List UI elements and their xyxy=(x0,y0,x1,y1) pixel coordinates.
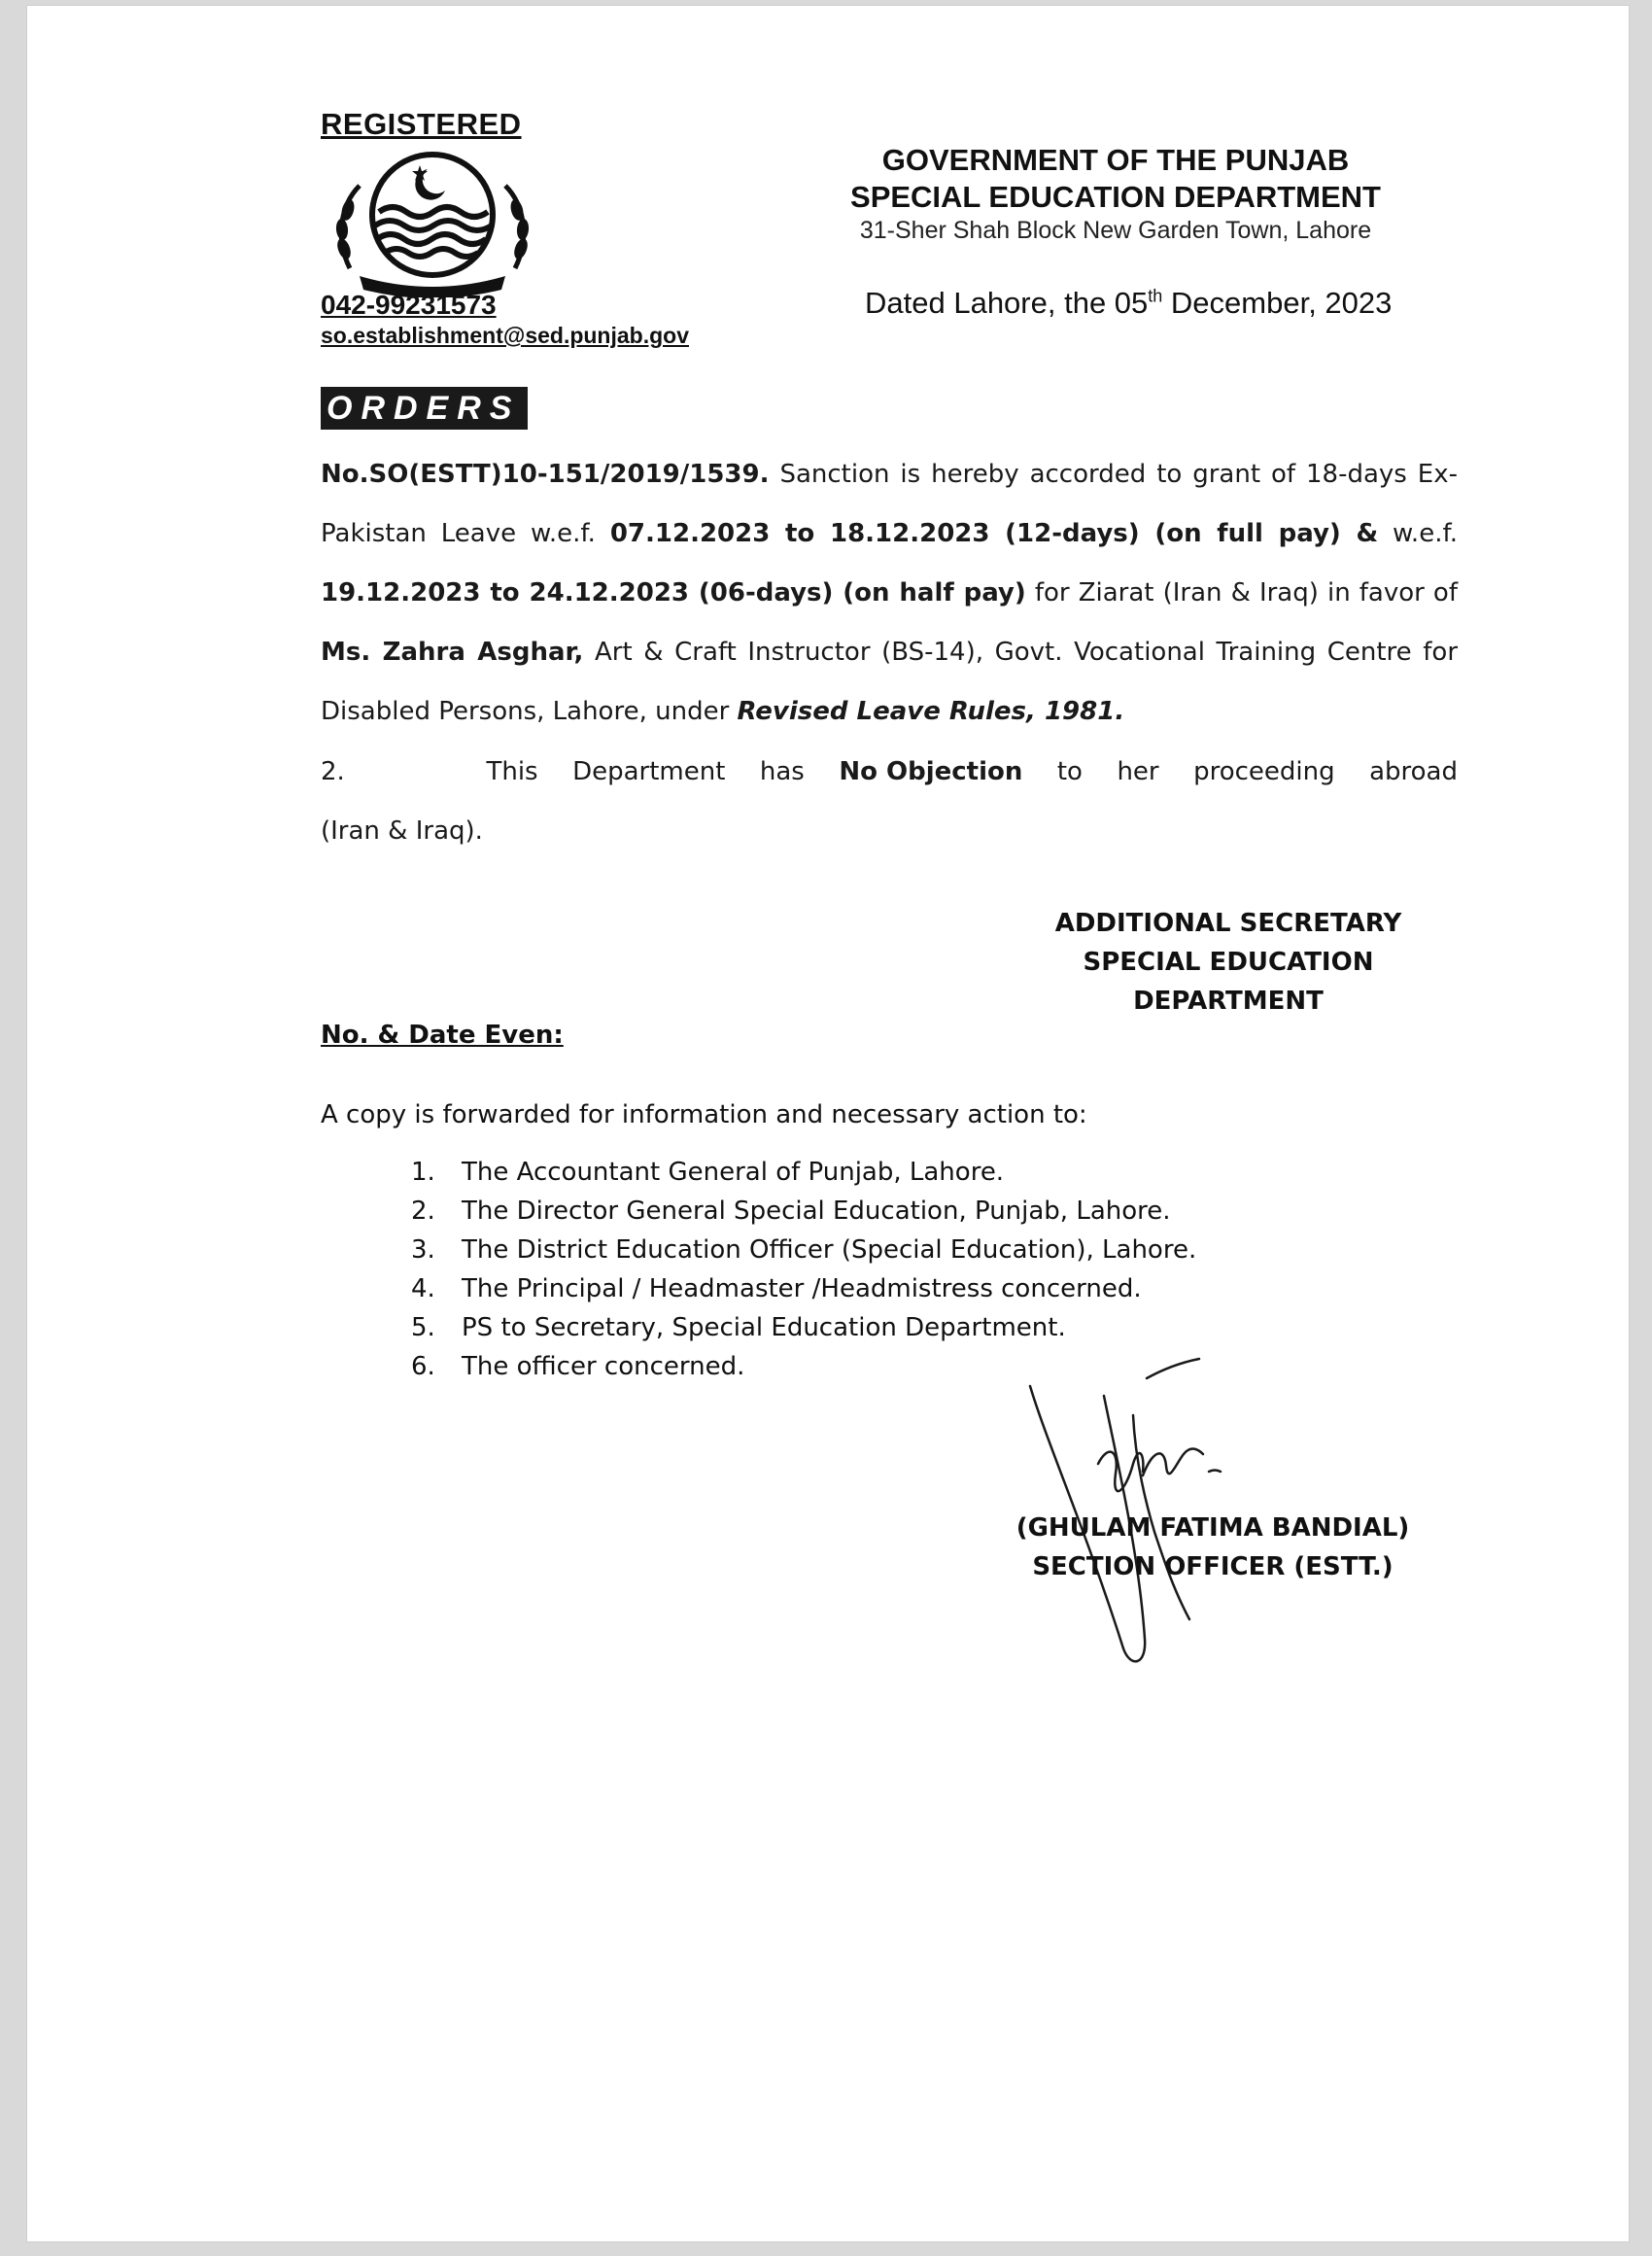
order-paragraph-1 xyxy=(321,445,1458,742)
employee-name: Ms. Zahra Asghar, xyxy=(321,638,584,667)
leave-rules: Revised Leave Rules, 1981. xyxy=(737,697,1125,726)
list-item xyxy=(411,1308,1196,1347)
paragraph-2-continuation: (Iran & Iraq). xyxy=(321,816,483,846)
gov-title: GOVERNMENT OF THE PUNJAB xyxy=(881,143,1350,177)
list-text: The District Education Officer (Special Education), Lahore. xyxy=(462,1235,1197,1265)
list-number: 3. xyxy=(411,1235,435,1265)
list-number: 1. xyxy=(411,1158,435,1187)
phone-number: 042-99231573 xyxy=(321,290,497,320)
word: her xyxy=(1117,757,1159,786)
word: Department xyxy=(572,757,726,786)
list-item xyxy=(411,1192,1196,1231)
orders-heading: ORDERS xyxy=(321,387,528,430)
list-item xyxy=(411,1231,1196,1269)
punjab-emblem-icon xyxy=(330,152,534,297)
date-line xyxy=(865,286,1392,321)
order-text: w.e.f. xyxy=(1378,519,1458,548)
order-paragraph-2 xyxy=(321,743,1458,861)
word: to xyxy=(1056,757,1083,786)
full-pay-period: 07.12.2023 to 18.12.2023 (12-days) (on full pay) & xyxy=(609,519,1379,548)
list-text: The Director General Special Education, Punjab, Lahore. xyxy=(462,1197,1171,1226)
copy-forwarded-intro: A copy is forwarded for information and necessary action to: xyxy=(321,1100,1087,1129)
document-page xyxy=(27,6,1629,2241)
word: has xyxy=(759,757,805,786)
government-header xyxy=(824,142,1407,245)
signatory-line: DEPARTMENT xyxy=(1133,987,1324,1016)
list-text: The officer concerned. xyxy=(462,1352,745,1381)
word: abroad xyxy=(1369,757,1458,786)
list-text: PS to Secretary, Special Education Department. xyxy=(462,1313,1066,1342)
list-text: The Principal / Headmaster /Headmistress concerned. xyxy=(462,1274,1142,1303)
order-text: for Ziarat (Iran & Iraq) in favor of xyxy=(1025,578,1458,607)
order-text: Sanction is hereby accorded to grant of 18-days Ex-Pakistan Leave w.e.f. xyxy=(321,460,1458,548)
list-number: 2. xyxy=(411,1197,435,1226)
signatory-line: ADDITIONAL SECRETARY xyxy=(1054,909,1402,938)
list-number: 6. xyxy=(411,1352,435,1381)
signatory-line: SPECIAL EDUCATION xyxy=(1083,948,1374,977)
list-number: 4. xyxy=(411,1274,435,1303)
department-address: 31-Sher Shah Block New Garden Town, Lahore xyxy=(859,217,1372,244)
list-item xyxy=(411,1269,1196,1308)
signatory-block xyxy=(1034,904,1423,1021)
list-text: The Accountant General of Punjab, Lahore. xyxy=(462,1158,1005,1187)
email-address: so.establishment@sed.punjab.gov xyxy=(321,323,689,348)
no-and-date-even: No. & Date Even: xyxy=(321,1021,564,1050)
half-pay-period: 19.12.2023 to 24.12.2023 (06-days) (on half pay) xyxy=(321,578,1026,607)
word: proceeding xyxy=(1193,757,1335,786)
registered-label: REGISTERED xyxy=(321,107,522,141)
date-suffix: December, 2023 xyxy=(1162,286,1393,320)
list-item xyxy=(411,1153,1196,1192)
officer-name: (GHULAM FATIMA BANDIAL) xyxy=(1015,1513,1410,1543)
date-prefix: Dated Lahore, the 05 xyxy=(865,286,1149,320)
list-number: 5. xyxy=(411,1313,435,1342)
officer-block xyxy=(999,1509,1427,1586)
distribution-list xyxy=(411,1153,1196,1386)
department-title: SPECIAL EDUCATION DEPARTMENT xyxy=(850,180,1381,214)
word: This xyxy=(486,757,538,786)
order-text: Art & Craft Instructor (BS-14), Govt. Vocational Training Centre for Disabled Persons, Lahore, under xyxy=(321,638,1459,726)
order-reference-number: No.SO(ESTT)10-151/2019/1539. xyxy=(321,460,770,489)
date-ordinal: th xyxy=(1148,286,1163,306)
officer-title: SECTION OFFICER (ESTT.) xyxy=(1032,1552,1394,1581)
no-objection-phrase: No Objection xyxy=(839,757,1023,786)
paragraph-number: 2. xyxy=(321,757,345,786)
